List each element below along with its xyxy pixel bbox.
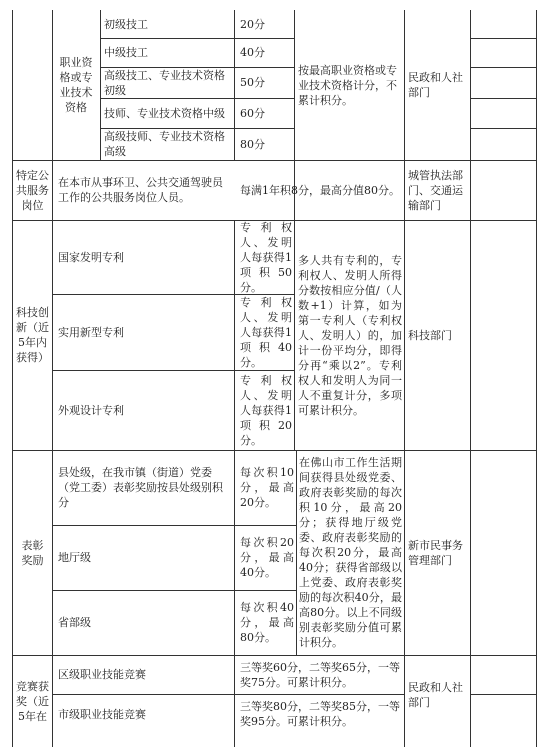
dept-public-service: 城管执法部门、交通运输部门 [408, 168, 463, 212]
col-line-2 [100, 10, 101, 160]
item-senior-technician: 高级技工、专业技术资格初级 [104, 68, 225, 97]
item-county-award: 县处级，在我市镇（街道）党委（党工委）表彰奖励按县处级别积分 [58, 466, 223, 509]
category-public-service: 特定公共服务岗位 [16, 168, 49, 212]
score-design-patent: 专利权人、发明人每获得1项积20分。 [240, 373, 292, 447]
col-line-4 [294, 10, 295, 450]
rule-public-service: 每满1年积8分，最高分值80分。 [240, 183, 400, 197]
item-city-competition: 市级职业技能竞赛 [58, 707, 146, 721]
item-junior-technician: 初级技工 [104, 17, 148, 31]
right-line-2 [470, 67, 537, 68]
item-invention-patent: 国家发明专利 [58, 250, 124, 264]
item-senior-technician-high: 高级技师、专业技术资格高级 [104, 130, 225, 158]
table-border-left [12, 10, 13, 747]
score-invention-patent: 专利权人、发明人每获得1项积50分。 [240, 220, 292, 294]
item-design-patent: 外观设计专利 [58, 403, 124, 417]
score-province-award: 每次积40分，最高80分。 [240, 601, 294, 644]
dept-competition: 民政和人社部门 [408, 681, 463, 709]
category-qualification: 职业资格或专业技术资格 [59, 56, 93, 114]
score-senior-technician: 50分 [240, 76, 265, 89]
item-public-service: 在本市从事环卫、公共交通驾驶员工作的公共服务岗位人员。 [58, 176, 223, 204]
table-border-right [536, 10, 537, 747]
col-line-5 [404, 10, 405, 747]
item-province-award: 省部级 [58, 616, 91, 629]
right-line-5 [470, 694, 537, 695]
col-line-3b [234, 220, 235, 747]
right-line-1 [470, 38, 537, 39]
score-senior-technician-high: 80分 [240, 137, 265, 151]
score-utility-patent: 专利权人、发明人每获得1项积40分。 [240, 295, 292, 369]
dept-qualification: 民政和人社部门 [408, 71, 463, 99]
item-district-competition: 区级职业技能竞赛 [58, 668, 146, 681]
score-junior-technician: 20分 [240, 17, 265, 31]
score-technician: 60分 [240, 106, 265, 120]
score-city-competition: 三等奖80分，二等奖85分，一等奖95分。可累计积分。 [240, 700, 400, 728]
col-line-1 [52, 10, 53, 747]
score-district-competition: 三等奖60分，二等奖65分，一等奖75分。可累计积分。 [240, 660, 400, 689]
score-prefecture-award: 每次积20分，最高40分。 [240, 536, 294, 579]
score-intermediate-technician: 40分 [240, 46, 265, 59]
item-prefecture-award: 地厅级 [58, 551, 91, 564]
dept-innovation: 科技部门 [408, 328, 452, 342]
col-line-6 [470, 10, 471, 747]
item-technician: 技师、专业技术资格中级 [104, 106, 225, 120]
col-line-4b [296, 450, 297, 655]
rule-awards: 在佛山市工作生活期间获得县处级党委、政府表彰奖励的每次积10分，最高20分；获得地厅级党委、政府表彰奖励的每次积20分，最高40分；获得省部级以上党委、政府表彰奖励的每次积40分，最高80分。以上不同级别表彰奖励分值可累计积分。 [299, 456, 402, 649]
category-competition: 竞赛获奖（近5年在 [16, 679, 49, 723]
category-awards: 表彰奖励 [21, 538, 44, 567]
rule-innovation: 多人共有专利的，专利权人、发明人所得分数按相应分值/（人数+1）计算，如为第一专利人（专利权人、发明人）的，加计一份平均分，即得分再“乘以2”。专利权人和发明人为同一人不重复计分，多项可累计积分。 [298, 253, 402, 417]
category-innovation: 科技创新（近5年内获得） [16, 306, 49, 364]
right-line-4 [470, 128, 537, 129]
right-line-3 [470, 98, 537, 99]
score-county-award: 每次积10分，最高20分。 [240, 466, 294, 509]
item-utility-patent: 实用新型专利 [58, 325, 124, 339]
col-line-3 [234, 10, 235, 160]
dept-awards: 新市民事务管理部门 [408, 538, 463, 567]
rule-qualification: 按最高职业资格或专业技术资格计分，不累计积分。 [298, 63, 397, 107]
item-intermediate-technician: 中级技工 [104, 46, 148, 59]
